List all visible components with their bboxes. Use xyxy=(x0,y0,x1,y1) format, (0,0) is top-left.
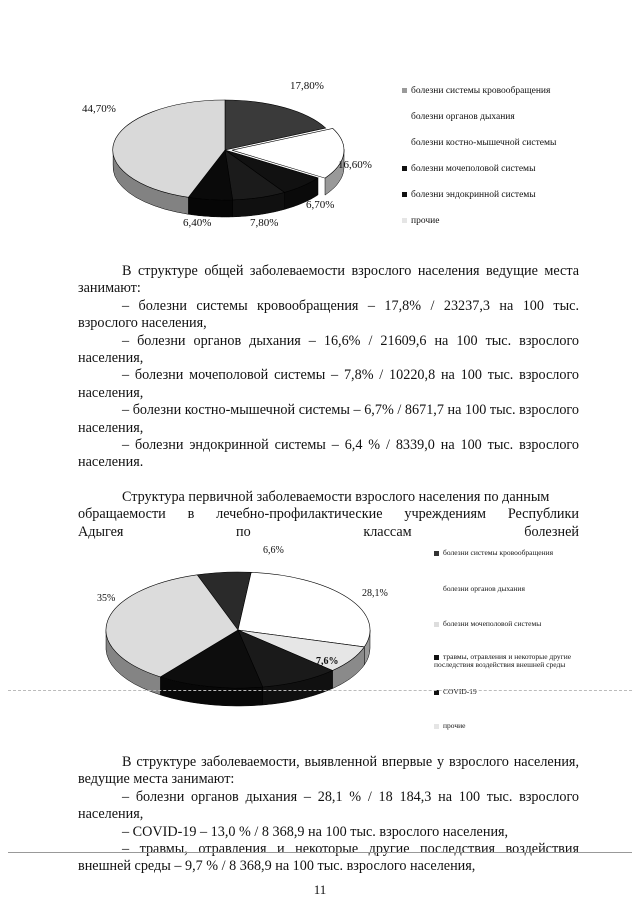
pie2-legend-item: COVID-19 xyxy=(434,688,584,696)
text-line: – болезни костно-мышечной системы – 6,7% / 8671,7 на 100 тыс. взрослого населения, xyxy=(78,402,579,436)
pie2-legend-item: травмы, отравления и некоторые другие последствия воздействия внешней среды xyxy=(434,652,572,670)
pie1-legend-item: болезни мочеполовой системы xyxy=(402,164,535,174)
pie1-label-dyh: 16,60% xyxy=(338,159,372,171)
paragraph-first-time-morbidity xyxy=(78,754,579,876)
text-line: В структуре заболеваемости, выявленной впервые у взрослого населения, ведущие места занимают: xyxy=(78,754,579,788)
pie1-legend-item: болезни эндокринной системы xyxy=(402,190,536,200)
pie2-legend-item: болезни системы кровообращения xyxy=(434,549,584,557)
pie1-label-prochie: 44,70% xyxy=(82,103,116,115)
pie1-label-mochepol: 7,80% xyxy=(250,217,279,229)
pie2-legend-item: болезни мочеполовой системы xyxy=(434,620,584,628)
text-line: – болезни системы кровообращения – 17,8% / 23237,3 на 100 тыс. взрослого населения, xyxy=(78,297,579,332)
text-line: – болезни органов дыхания – 16,6% / 21609,6 на 100 тыс. взрослого населения, xyxy=(78,332,579,367)
text-line: – болезни органов дыхания – 28,1 % / 18 184,3 на 100 тыс. взрослого населения, xyxy=(78,788,579,823)
text-line: – болезни мочеполовой системы – 7,8% / 10220,8 на 100 тыс. взрослого населения, xyxy=(78,367,579,401)
text-line: – травмы, отравления и некоторые другие последствия воздействия внешней среды – 9,7 % / 8 368,9 на 100 тыс. взрослого населения, xyxy=(78,841,579,875)
text-line: Структура первичной заболеваемости взрослого населения по данным xyxy=(122,489,550,505)
text-line: В структуре общей заболеваемости взрослого населения ведущие места занимают: xyxy=(78,263,579,297)
scan-divider xyxy=(8,690,632,691)
text-line: Адыгея по классам болезней xyxy=(78,523,579,540)
pie2-legend-item: прочие xyxy=(434,722,584,730)
scan-cut-line xyxy=(8,852,632,853)
pie1-legend-item: болезни системы кровообращения xyxy=(402,86,550,96)
text-line: обращаемости в лечебно-профилактические учреждениям Республики xyxy=(78,506,579,523)
page-number: 11 xyxy=(313,882,327,897)
pie1-label-krovo: 17,80% xyxy=(290,80,324,92)
pie1-label-endokr: 6,40% xyxy=(183,217,212,229)
pie1-legend-item: прочие xyxy=(402,216,439,226)
pie2-label-prochie: 35% xyxy=(97,593,116,604)
pie1-legend-item: болезни костно-мышечной системы xyxy=(402,138,556,148)
pie2-label-mochepol: 7,6% xyxy=(316,656,339,667)
text-line: – COVID-19 – 13,0 % / 8 368,9 на 100 тыс. взрослого населения, xyxy=(122,823,509,840)
pie2-label-dyh: 28,1% xyxy=(362,588,388,599)
pie1-label-kostno: 6,70% xyxy=(306,199,335,211)
pie2-label-krovo: 6,6% xyxy=(263,545,284,556)
text-line: – болезни эндокринной системы – 6,4 % / 8339,0 на 100 тыс. взрослого населения. xyxy=(78,437,579,471)
pie2-legend xyxy=(434,549,624,734)
pie1-legend-item: болезни органов дыхания xyxy=(402,112,515,122)
pie2-legend-item: болезни органов дыхания xyxy=(434,585,584,593)
